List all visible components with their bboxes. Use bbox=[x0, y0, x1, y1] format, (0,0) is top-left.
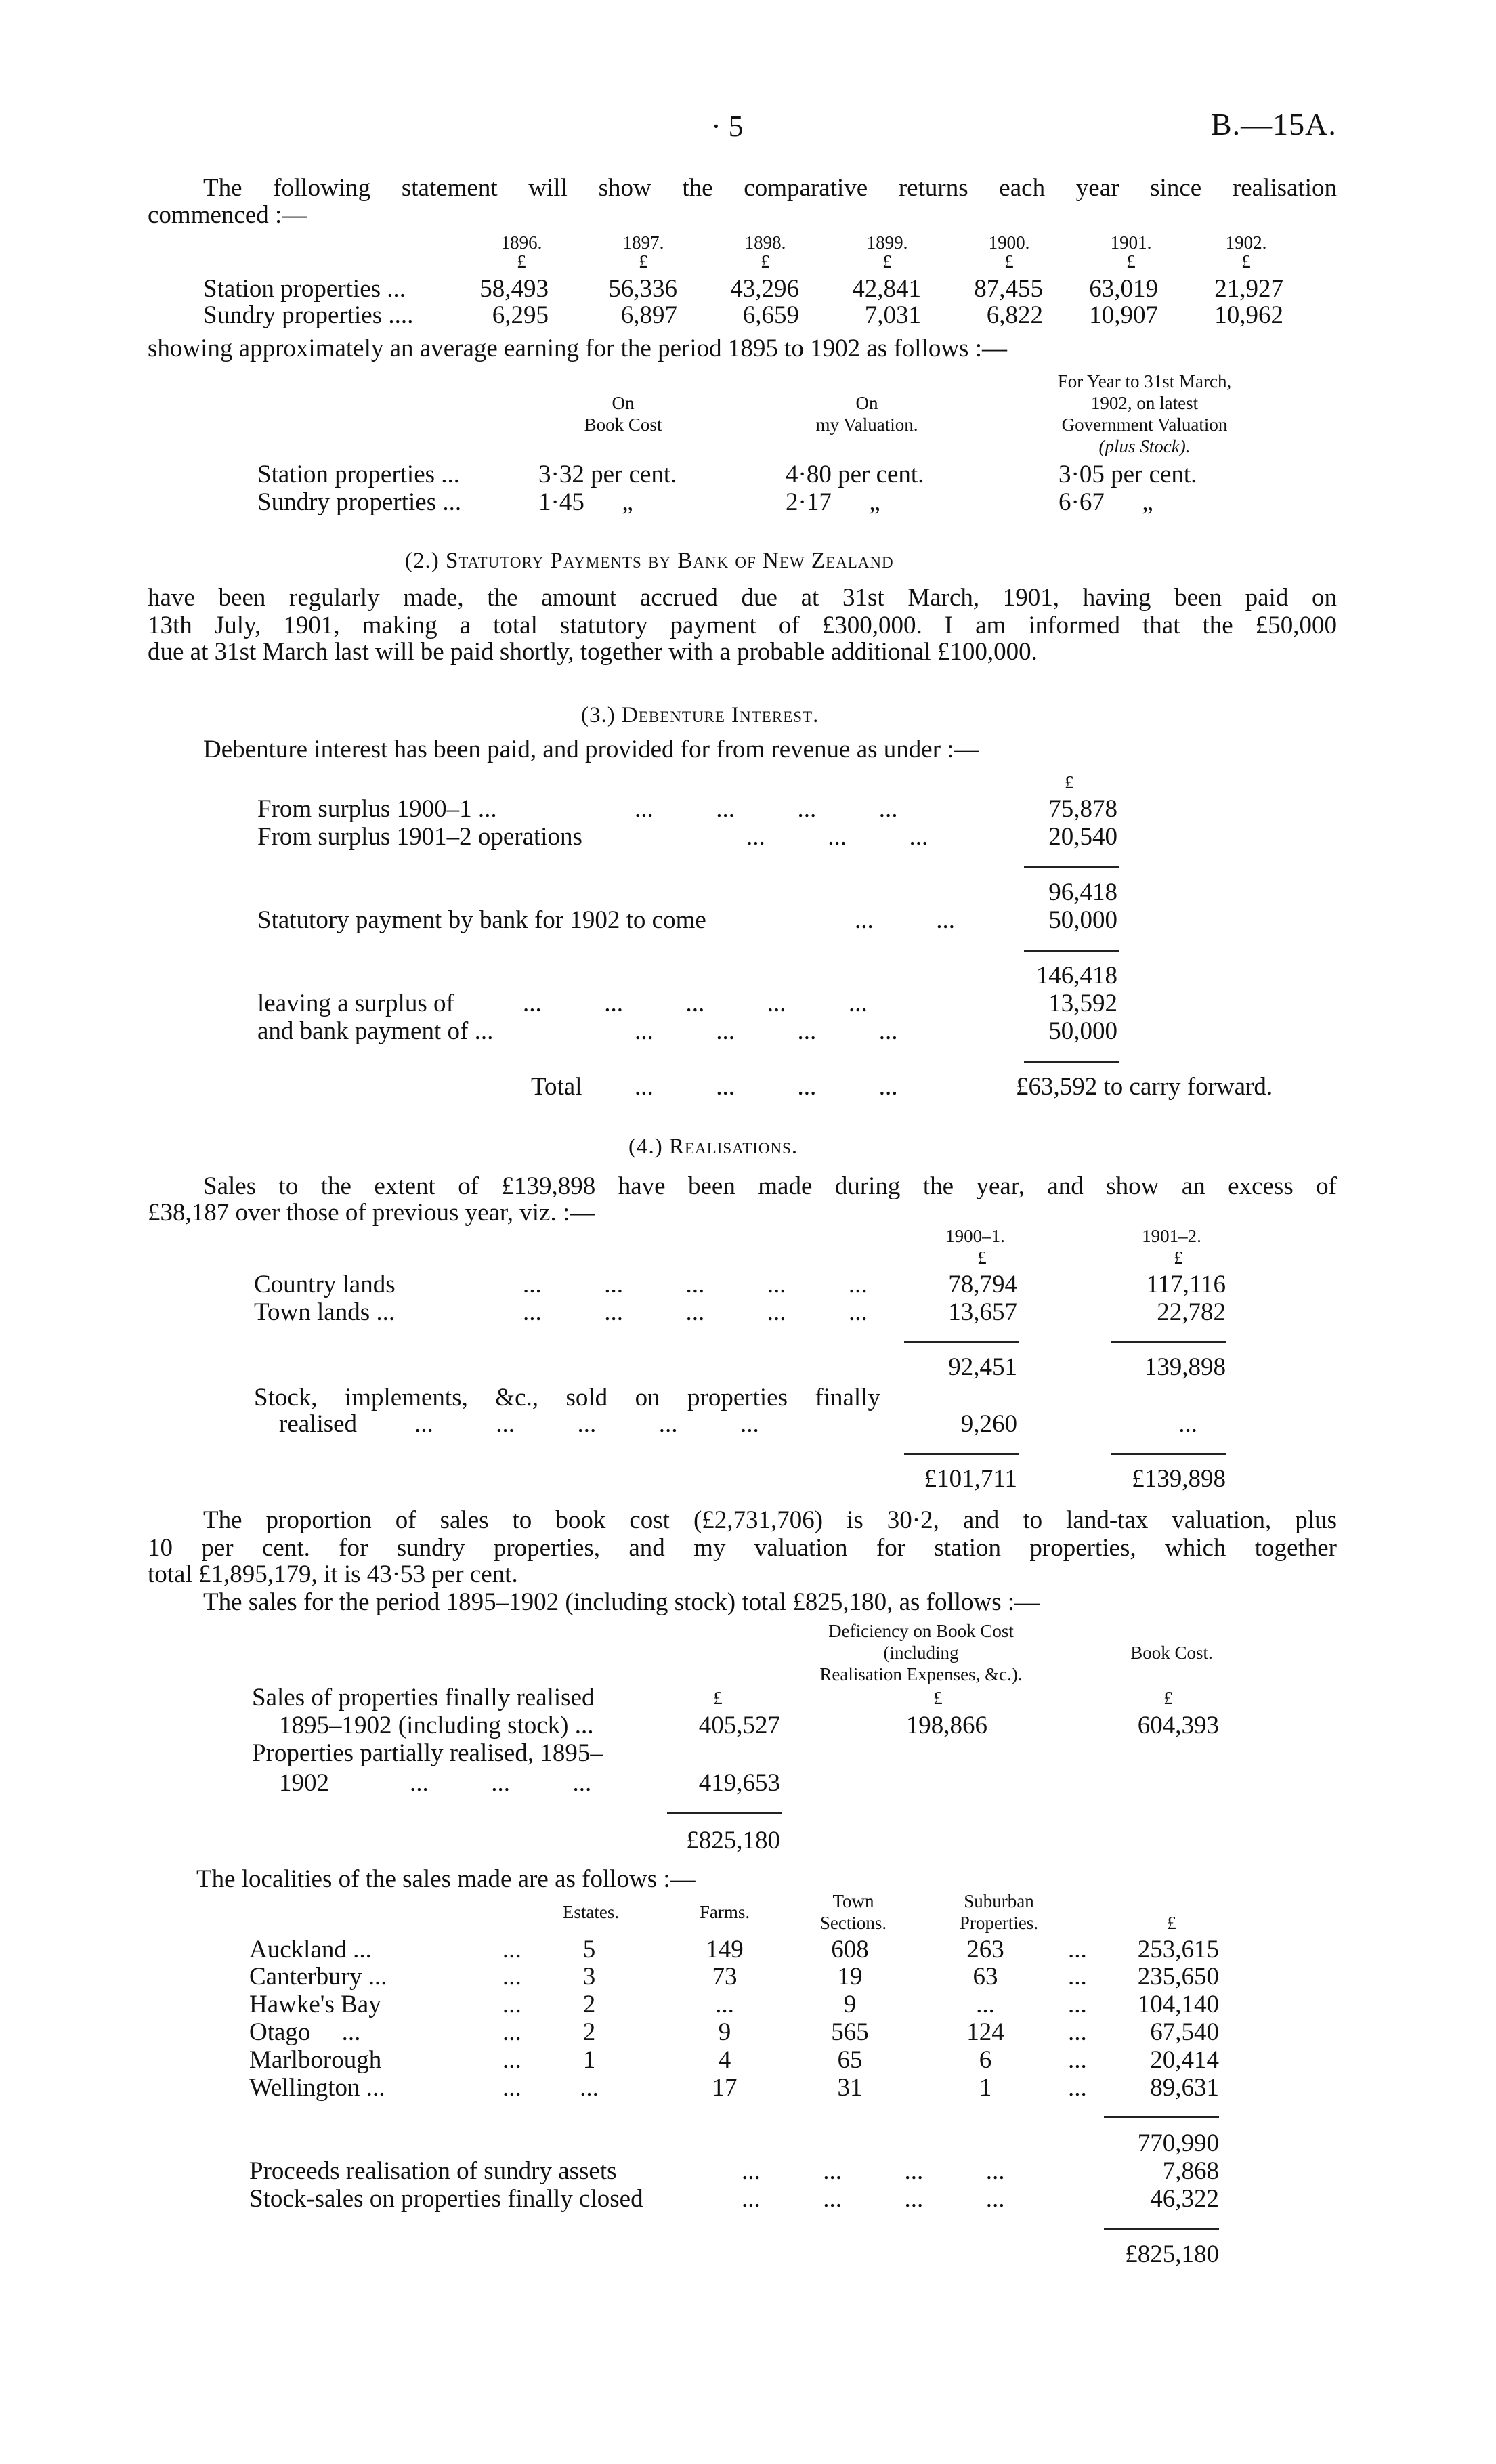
sum-rule bbox=[904, 1453, 1019, 1455]
amount: 405,527 bbox=[698, 1712, 780, 1739]
row-label: Sales of properties finally realised bbox=[252, 1684, 595, 1712]
table-cell: 7,031 bbox=[864, 301, 921, 329]
leader-dots: ... bbox=[503, 2018, 521, 2046]
table-cell: 6 bbox=[979, 2046, 992, 2074]
leader-dots: ... bbox=[1068, 1991, 1087, 2018]
amount: 46,322 bbox=[1150, 2185, 1219, 2213]
table-cell: 19 bbox=[837, 1963, 863, 1991]
table-cell: 63,019 bbox=[1089, 275, 1158, 303]
row-label: and bank payment of ... bbox=[257, 1017, 494, 1045]
table-cell: 1 bbox=[582, 2046, 596, 2074]
leader-dots: ... ... ... ... bbox=[635, 1073, 898, 1101]
locality-name: Canterbury ... bbox=[249, 1963, 387, 1991]
table-cell: 10,907 bbox=[1089, 301, 1158, 329]
table-cell: 56,336 bbox=[608, 275, 677, 303]
currency-symbol: £ bbox=[882, 251, 892, 272]
amount: 235,650 bbox=[1137, 1963, 1219, 1991]
currency-symbol: £ bbox=[1174, 1248, 1183, 1268]
column-header: my Valuation. bbox=[815, 415, 918, 435]
year-1900: 1900. bbox=[988, 232, 1030, 253]
amount: 89,631 bbox=[1150, 2074, 1219, 2102]
amount: 104,140 bbox=[1137, 1991, 1219, 2018]
table-cell: 73 bbox=[712, 1963, 738, 1991]
sum-rule bbox=[1024, 1061, 1119, 1063]
column-header: Realisation Expenses, &c.). bbox=[819, 1664, 1023, 1684]
column-header: Sections. bbox=[819, 1913, 887, 1933]
earning-intro: showing approximately an average earning for the period 1895 to 1902 as follows :— bbox=[148, 335, 1007, 362]
column-header: Government Valuation bbox=[1061, 415, 1228, 435]
column-header: 1900–1. bbox=[945, 1226, 1005, 1246]
section-heading: (4.) Realisations. bbox=[628, 1134, 798, 1159]
amount: 67,540 bbox=[1150, 2018, 1219, 2046]
leader-dots: ... ... ... ... bbox=[635, 795, 898, 823]
subtotal: 96,418 bbox=[1048, 878, 1117, 906]
total-amount: £63,592 to carry forward. bbox=[1016, 1073, 1273, 1101]
row-label: Sundry properties ... bbox=[257, 488, 462, 516]
leader-dots: ... ... ... bbox=[746, 823, 928, 851]
column-header: For Year to 31st March, bbox=[1057, 371, 1232, 391]
paragraph-line: The localities of the sales made are as follows :— bbox=[196, 1865, 696, 1893]
table-cell: 6,659 bbox=[742, 301, 799, 329]
leader-dots: ... bbox=[503, 1963, 521, 1991]
row-label: Stock, implements, &c., sold on properties finally bbox=[254, 1384, 880, 1411]
amount: 22,782 bbox=[1157, 1298, 1226, 1326]
row-label: Station properties ... bbox=[203, 275, 406, 303]
paragraph-line: have been regularly made, the amount accrued due at 31st March, 1901, having been paid on bbox=[148, 584, 1337, 612]
amount: 75,878 bbox=[1048, 795, 1117, 823]
amount: ... bbox=[1178, 1410, 1197, 1438]
paragraph-line: £38,187 over those of previous year, viz. :— bbox=[148, 1199, 595, 1227]
leader-dots: ... ... ... ... ... bbox=[523, 1298, 868, 1326]
amount: 78,794 bbox=[948, 1271, 1017, 1298]
document-reference: B.—15A. bbox=[1211, 107, 1337, 142]
sum-rule bbox=[1111, 1453, 1226, 1455]
column-header: Properties. bbox=[959, 1913, 1039, 1933]
column-header: (plus Stock). bbox=[1098, 436, 1191, 456]
table-cell: 17 bbox=[712, 2074, 738, 2102]
section-heading: (3.) Debenture Interest. bbox=[581, 703, 819, 727]
currency-symbol: £ bbox=[517, 251, 526, 272]
leader-dots: ... ... ... ... bbox=[635, 1017, 898, 1045]
table-cell: 87,455 bbox=[974, 275, 1043, 303]
column-header: 1901–2. bbox=[1142, 1226, 1201, 1246]
row-label: leaving a surplus of bbox=[257, 990, 454, 1017]
paragraph-line: The sales for the period 1895–1902 (including stock) total £825,180, as follows :— bbox=[203, 1588, 1040, 1616]
leader-dots: ... ... ... ... ... bbox=[523, 1271, 868, 1298]
currency-symbol: £ bbox=[933, 1688, 943, 1708]
locality-name: Otago ... bbox=[249, 2018, 361, 2046]
column-header: Deficiency on Book Cost bbox=[828, 1621, 1014, 1641]
locality-name: Marlborough bbox=[249, 2046, 382, 2074]
currency-symbol: £ bbox=[977, 1248, 987, 1268]
sum-rule bbox=[1024, 866, 1119, 868]
table-cell: 4 bbox=[718, 2046, 731, 2074]
leader-dots: ... ... bbox=[855, 906, 955, 934]
amount: 9,260 bbox=[960, 1410, 1017, 1438]
total-amount: £825,180 bbox=[1125, 2240, 1219, 2268]
row-label: From surplus 1900–1 ... bbox=[257, 795, 497, 823]
table-cell: ... bbox=[976, 1991, 995, 2018]
currency-symbol: £ bbox=[639, 251, 648, 272]
paragraph-line: total £1,895,179, it is 43·53 per cent. bbox=[148, 1560, 518, 1588]
sum-rule bbox=[667, 1812, 782, 1814]
row-label: Properties partially realised, 1895– bbox=[252, 1739, 603, 1767]
table-cell: 2 bbox=[582, 1991, 596, 2018]
row-label: Town lands ... bbox=[254, 1298, 396, 1326]
column-header: Town bbox=[832, 1891, 874, 1911]
total-label: Total bbox=[531, 1073, 582, 1101]
currency-symbol: £ bbox=[761, 251, 770, 272]
paragraph-line: due at 31st March last will be paid shortly, together with a probable additional £100,000. bbox=[148, 638, 1038, 666]
table-cell: 6,822 bbox=[986, 301, 1043, 329]
row-label: From surplus 1901–2 operations bbox=[257, 823, 582, 851]
amount: 253,615 bbox=[1137, 1936, 1219, 1963]
currency-symbol: £ bbox=[1163, 1688, 1173, 1708]
subtotal: 92,451 bbox=[948, 1353, 1017, 1381]
row-label: Stock-sales on properties finally closed bbox=[249, 2185, 643, 2213]
column-header: On bbox=[612, 393, 635, 413]
currency-symbol: £ bbox=[1241, 251, 1251, 272]
amount: 117,116 bbox=[1146, 1271, 1226, 1298]
table-cell: 3 bbox=[582, 1963, 596, 1991]
row-label: Proceeds realisation of sundry assets bbox=[249, 2157, 617, 2185]
leader-dots: ... ... ... ... ... bbox=[414, 1410, 759, 1438]
sum-rule bbox=[1024, 950, 1119, 952]
locality-name: Hawke's Bay bbox=[249, 1991, 381, 2018]
year-1899: 1899. bbox=[866, 232, 908, 253]
leader-dots: ... bbox=[1068, 1963, 1087, 1991]
page-number: · 5 bbox=[711, 110, 744, 143]
table-cell: 4·80 per cent. bbox=[786, 461, 924, 488]
table-cell: 42,841 bbox=[852, 275, 921, 303]
intro-line-2: commenced :— bbox=[148, 201, 307, 229]
amount: 20,540 bbox=[1048, 823, 1117, 851]
subtotal: 146,418 bbox=[1035, 962, 1117, 990]
table-cell: 31 bbox=[837, 2074, 863, 2102]
table-cell: 2·17 „ bbox=[786, 488, 880, 516]
column-header: On bbox=[855, 393, 878, 413]
table-cell: 43,296 bbox=[730, 275, 799, 303]
locality-name: Wellington ... bbox=[249, 2074, 385, 2102]
row-label: 1895–1902 (including stock) ... bbox=[279, 1712, 594, 1739]
table-cell: 65 bbox=[837, 2046, 863, 2074]
locality-name: Auckland ... bbox=[249, 1936, 372, 1963]
table-cell: 5 bbox=[582, 1936, 596, 1963]
total-amount: £139,898 bbox=[1132, 1465, 1226, 1493]
sum-rule bbox=[1104, 2116, 1219, 2118]
column-header: Book Cost bbox=[584, 415, 662, 435]
column-header: Book Cost. bbox=[1130, 1642, 1213, 1663]
column-header: Farms. bbox=[699, 1902, 750, 1922]
currency-symbol: £ bbox=[713, 1688, 723, 1708]
subtotal: 770,990 bbox=[1137, 2129, 1219, 2157]
currency-symbol: £ bbox=[1167, 1913, 1176, 1933]
table-cell: 1 bbox=[979, 2074, 992, 2102]
table-cell: 10,962 bbox=[1214, 301, 1283, 329]
total-amount: £101,711 bbox=[924, 1465, 1017, 1493]
leader-dots: ... bbox=[1068, 2018, 1087, 2046]
year-1902: 1902. bbox=[1225, 232, 1267, 253]
subtotal: 139,898 bbox=[1144, 1353, 1226, 1381]
table-cell: 608 bbox=[831, 1936, 869, 1963]
column-header: Suburban bbox=[964, 1891, 1034, 1911]
amount: 419,653 bbox=[698, 1769, 780, 1797]
table-cell: 3·05 per cent. bbox=[1059, 461, 1197, 488]
row-label: 1902 bbox=[279, 1769, 329, 1797]
amount: 50,000 bbox=[1048, 1017, 1117, 1045]
sum-rule bbox=[1104, 2228, 1219, 2230]
year-1898: 1898. bbox=[744, 232, 786, 253]
amount: 13,592 bbox=[1048, 990, 1117, 1017]
currency-symbol: £ bbox=[1065, 772, 1074, 792]
currency-symbol: £ bbox=[1126, 251, 1136, 272]
year-1896: 1896. bbox=[500, 232, 542, 253]
row-label: Country lands bbox=[254, 1271, 396, 1298]
paragraph-line: Debenture interest has been paid, and provided for from revenue as under :— bbox=[203, 736, 979, 763]
row-label: Sundry properties .... bbox=[203, 301, 414, 329]
sum-rule bbox=[904, 1341, 1019, 1343]
leader-dots: ... bbox=[1068, 1936, 1087, 1963]
amount: 20,414 bbox=[1150, 2046, 1219, 2074]
column-header: 1902, on latest bbox=[1090, 393, 1199, 413]
column-header: Estates. bbox=[562, 1902, 620, 1922]
paragraph-line: 10 per cent. for sundry properties, and my valuation for station properties, which together bbox=[148, 1534, 1337, 1562]
row-label: realised bbox=[279, 1410, 358, 1438]
leader-dots: ... ... ... bbox=[410, 1769, 592, 1797]
currency-symbol: £ bbox=[1004, 251, 1014, 272]
table-cell: 6,295 bbox=[492, 301, 549, 329]
table-cell: 6·67 „ bbox=[1059, 488, 1153, 516]
paragraph-line: The proportion of sales to book cost (£2,731,706) is 30·2, and to land-tax valuation, plus bbox=[203, 1506, 1337, 1534]
intro-line-1: The following statement will show the comparative returns each year since realisation bbox=[203, 174, 1337, 202]
leader-dots: ... bbox=[1068, 2074, 1087, 2102]
leader-dots: ... bbox=[503, 2046, 521, 2074]
amount: 604,393 bbox=[1137, 1712, 1219, 1739]
table-cell: 263 bbox=[966, 1936, 1004, 1963]
year-1901: 1901. bbox=[1110, 232, 1152, 253]
leader-dots: ... bbox=[503, 2074, 521, 2102]
leader-dots: ... bbox=[503, 1936, 521, 1963]
table-cell: 21,927 bbox=[1214, 275, 1283, 303]
leader-dots: ... ... ... ... ... bbox=[523, 990, 868, 1017]
section-heading: (2.) Statutory Payments by Bank of New Zealand bbox=[405, 549, 894, 573]
row-label: Statutory payment by bank for 1902 to come bbox=[257, 906, 706, 934]
year-1897: 1897. bbox=[622, 232, 664, 253]
table-cell: 3·32 per cent. bbox=[538, 461, 677, 488]
table-cell: 565 bbox=[831, 2018, 869, 2046]
table-cell: 9 bbox=[718, 2018, 731, 2046]
table-cell: ... bbox=[580, 2074, 599, 2102]
table-cell: 6,897 bbox=[620, 301, 677, 329]
table-cell: 58,493 bbox=[479, 275, 549, 303]
table-cell: ... bbox=[715, 1991, 734, 2018]
column-header: (including bbox=[883, 1642, 959, 1663]
table-cell: 149 bbox=[706, 1936, 744, 1963]
sum-rule bbox=[1111, 1341, 1226, 1343]
table-cell: 63 bbox=[973, 1963, 998, 1991]
leader-dots: ... bbox=[503, 1991, 521, 2018]
table-cell: 2 bbox=[582, 2018, 596, 2046]
table-cell: 9 bbox=[843, 1991, 857, 2018]
table-cell: 1·45 „ bbox=[538, 488, 633, 516]
leader-dots: ... bbox=[1068, 2046, 1087, 2074]
row-label: Station properties ... bbox=[257, 461, 461, 488]
amount: 50,000 bbox=[1048, 906, 1117, 934]
amount: 13,657 bbox=[948, 1298, 1017, 1326]
paragraph-line: 13th July, 1901, making a total statutory payment of £300,000. I am informed that the £50,000 bbox=[148, 612, 1337, 639]
paragraph-line: Sales to the extent of £139,898 have been made during the year, and show an excess of bbox=[203, 1172, 1337, 1200]
table-cell: 124 bbox=[966, 2018, 1004, 2046]
amount: 7,868 bbox=[1162, 2157, 1219, 2185]
amount: 198,866 bbox=[905, 1712, 987, 1739]
leader-dots: ... ... ... ... bbox=[742, 2157, 1005, 2185]
total-amount: £825,180 bbox=[686, 1827, 780, 1854]
leader-dots: ... ... ... ... bbox=[742, 2185, 1005, 2213]
